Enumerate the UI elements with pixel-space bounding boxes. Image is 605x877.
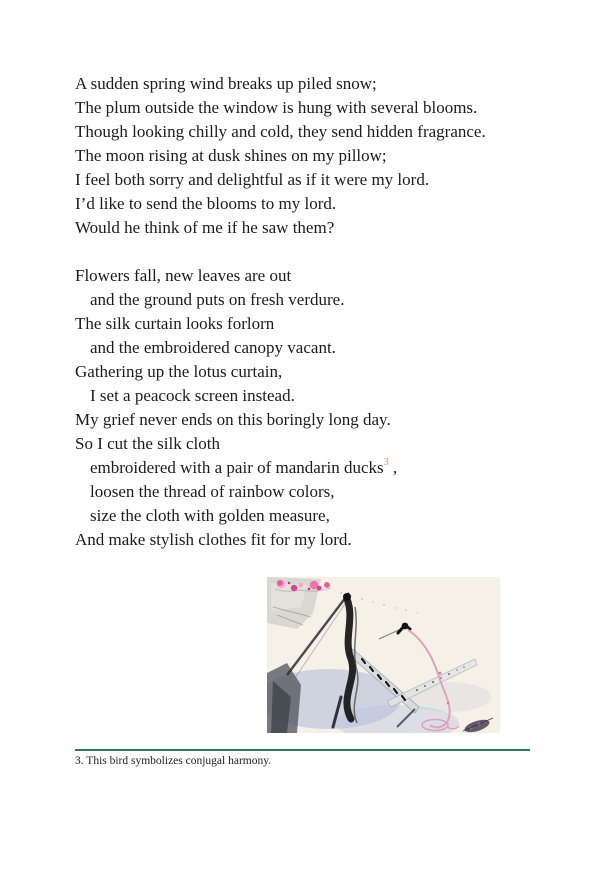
poem-line: and the ground puts on fresh verdure.	[90, 290, 345, 309]
poem-line: Flowers fall, new leaves are out	[75, 266, 292, 285]
poem-line: And make stylish clothes fit for my lord.	[75, 530, 352, 549]
stanza-gap	[75, 240, 545, 264]
ink-painting-illustration	[267, 577, 500, 733]
poem-line: Gathering up the lotus curtain,	[75, 362, 283, 381]
footnote-reference: 3	[383, 457, 389, 469]
poem-line: Though looking chilly and cold, they send hidden fragrance.	[75, 122, 486, 141]
poem-line: So I cut the silk cloth	[75, 434, 220, 453]
poem-line: My grief never ends on this boringly long day.	[75, 410, 391, 429]
poem-line-segment: embroidered with a pair of mandarin ducks	[90, 458, 384, 477]
poem-line: I’d like to send the blooms to my lord.	[75, 194, 337, 213]
poem-line: size the cloth with golden measure,	[90, 506, 330, 525]
footnote-separator	[75, 749, 530, 751]
poem-line: I set a peacock screen instead.	[90, 386, 295, 405]
poem-line: and the embroidered canopy vacant.	[90, 338, 336, 357]
poem-line: A sudden spring wind breaks up piled snow;	[75, 74, 377, 93]
stanza-2	[75, 264, 545, 552]
poem-line: loosen the thread of rainbow colors,	[90, 482, 335, 501]
poem-line: The silk curtain looks forlorn	[75, 314, 275, 333]
poem-line: The moon rising at dusk shines on my pillow;	[75, 146, 387, 165]
poem-line: I feel both sorry and delightful as if it were my lord.	[75, 170, 430, 189]
poem-line-with-footnote-ref	[75, 456, 545, 480]
poem-line: Would he think of me if he saw them?	[75, 218, 335, 237]
stanza-1	[75, 72, 545, 240]
poem-line-segment: ,	[388, 458, 398, 477]
poem-text	[75, 72, 545, 552]
poem-line: The plum outside the window is hung with several blooms.	[75, 98, 478, 117]
footnote-text: 3. This bird symbolizes conjugal harmony.	[75, 755, 272, 767]
